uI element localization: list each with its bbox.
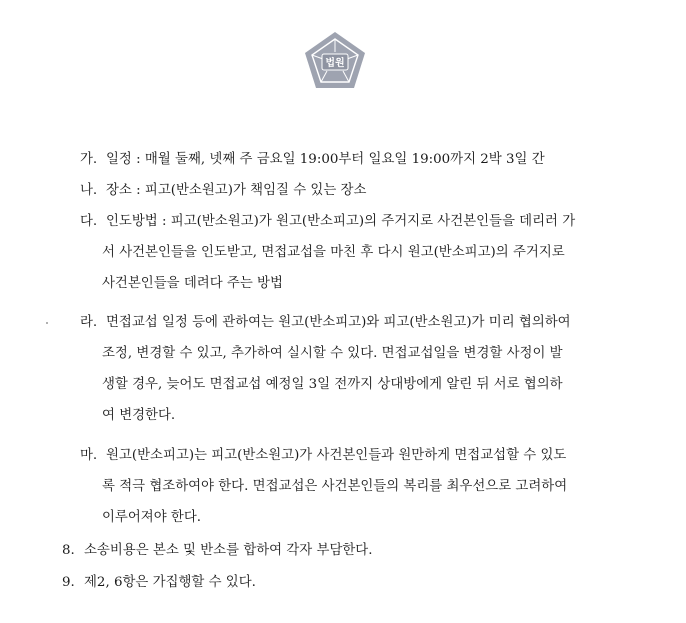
- item-marker: 나.: [80, 183, 98, 198]
- item-text-line: 면접교섭 일정 등에 관하여는 원고(반소피고)와 피고(반소원고)가 미리 협의하여: [106, 315, 571, 330]
- item-marker: 다.: [80, 214, 98, 229]
- item-marker: 9.: [62, 575, 75, 590]
- item-text-line: 소송비용은 본소 및 반소를 합하여 각자 부담한다.: [84, 543, 373, 558]
- item-text-line: 조정, 변경할 수 있고, 추가하여 실시할 수 있다. 면접교섭일을 변경할 사정이 발: [102, 346, 563, 361]
- item-text-line: 인도방법 : 피고(반소원고)가 원고(반소피고)의 주거지로 사건본인들을 데리러 가: [106, 214, 576, 229]
- stray-mark: [46, 322, 48, 324]
- item-text-line: 원고(반소피고)는 피고(반소원고)가 사건본인들과 원만하게 면접교섭할 수 있도: [106, 448, 567, 463]
- court-emblem-icon: [303, 30, 367, 90]
- item-marker: 라.: [80, 315, 98, 330]
- item-marker: 8.: [62, 543, 75, 558]
- item-text-line: 사건본인들을 데려다 주는 방법: [102, 276, 283, 291]
- item-text-line: 이루어져야 한다.: [102, 510, 202, 525]
- item-text-line: 록 적극 협조하여야 한다. 면접교섭은 사건본인들의 복리를 최우선으로 고려하여: [102, 479, 568, 494]
- item-marker: 마.: [80, 448, 98, 463]
- item-text-line: 제2, 6항은 가집행할 수 있다.: [84, 575, 256, 590]
- item-text-line: 서 사건본인들을 인도받고, 면접교섭을 마친 후 다시 원고(반소피고)의 주거지로: [102, 245, 565, 260]
- item-marker: 가.: [80, 152, 98, 167]
- emblem-label: 법원: [325, 58, 345, 69]
- item-text-line: 생할 경우, 늦어도 면접교섭 예정일 3일 전까지 상대방에게 알린 뒤 서로 협의하: [102, 377, 563, 392]
- item-text-line: 일정 : 매월 둘째, 넷째 주 금요일 19:00부터 일요일 19:00까지 2박 3일 간: [106, 152, 545, 167]
- item-text-line: 여 변경한다.: [102, 408, 176, 423]
- item-text-line: 장소 : 피고(반소원고)가 책임질 수 있는 장소: [106, 183, 367, 198]
